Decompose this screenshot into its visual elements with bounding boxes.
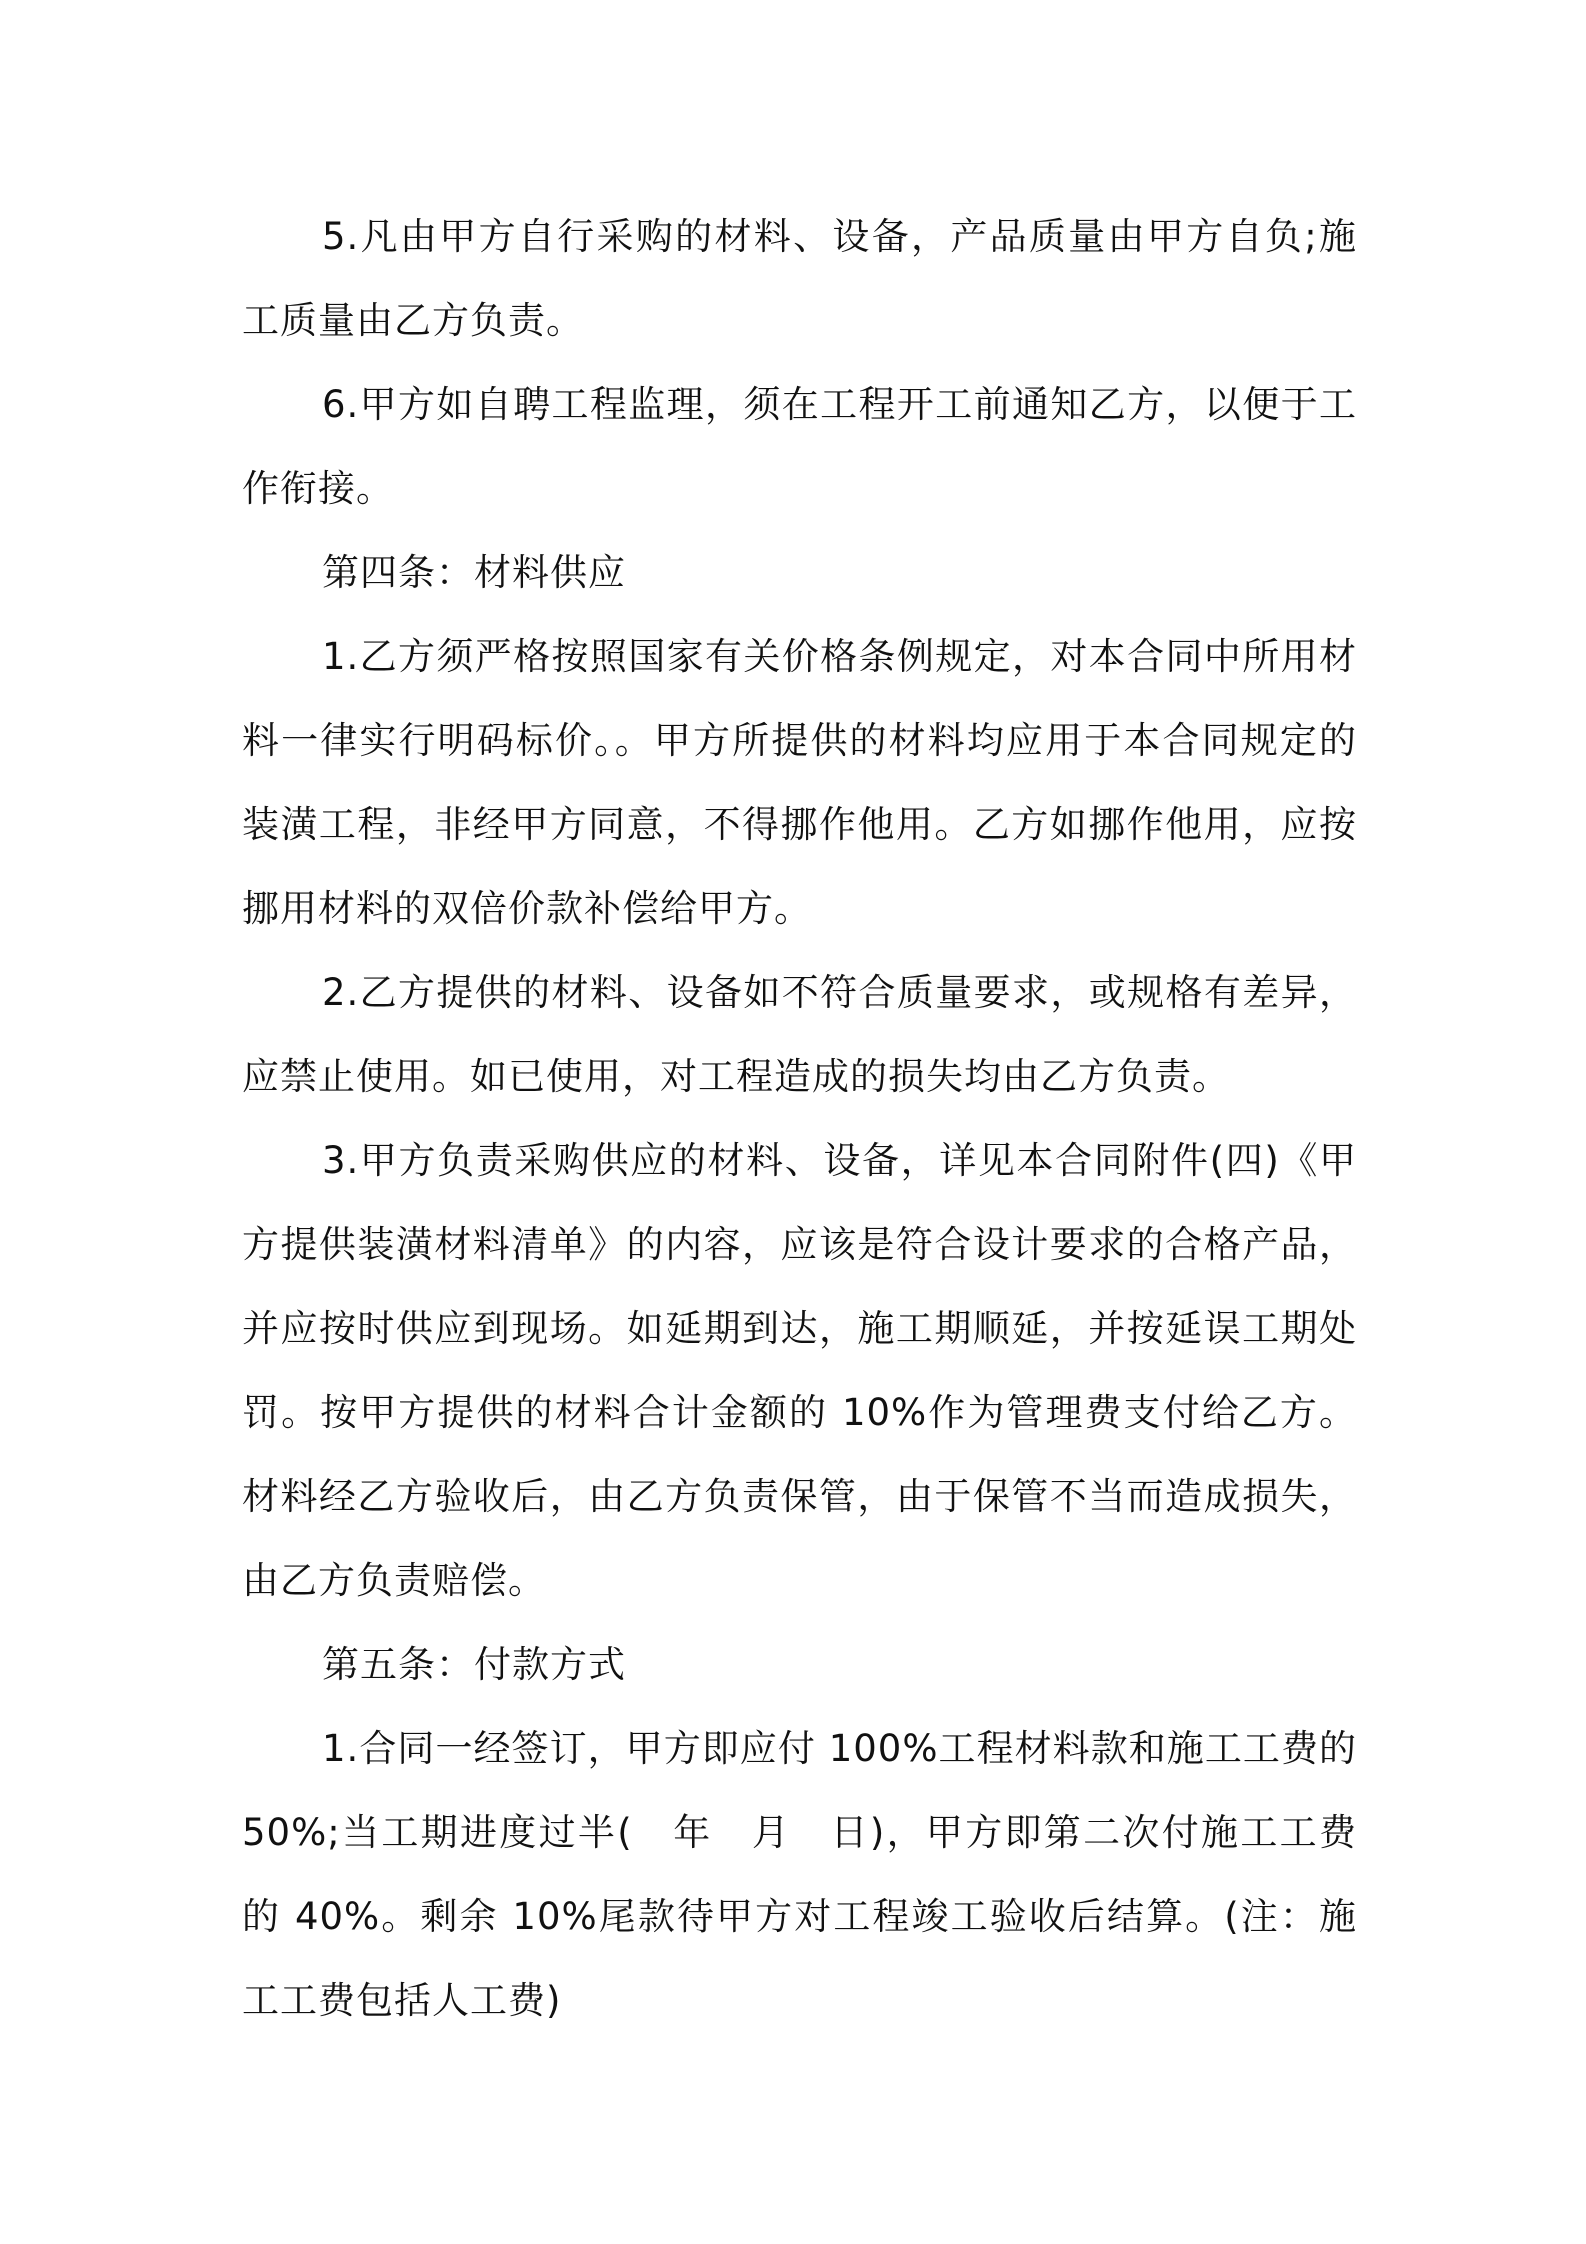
section-heading-article-4: 第四条：材料供应 — [322, 551, 626, 594]
clause-4-item-1: 1.乙方须严格按照国家有关价格条例规定，对本合同中所用材料一律实行明码标价。。甲方所提供的材料均应用于本合同规定的装潢工程，非经甲方同意，不得挪作他用。乙方如挪作他用，应按挪用材料的双倍价款补偿给甲方。 — [242, 635, 1357, 930]
section-heading-article-5: 第五条：付款方式 — [322, 1643, 626, 1686]
clause-4-item-3: 3.甲方负责采购供应的材料、设备，详见本合同附件(四)《甲方提供装潢材料清单》的内容，应该是符合设计要求的合格产品，并应按时供应到现场。如延期到达，施工期顺延，并按延误工期处罚。按甲方提供的材料合计金额的 10%作为管理费支付给乙方。材料经乙方验收后，由乙方负责保管，由于保管不当而造成损失，由乙方负责赔偿。 — [242, 1139, 1357, 1602]
clause-4-item-2: 2.乙方提供的材料、设备如不符合质量要求，或规格有差异，应禁止使用。如已使用，对工程造成的损失均由乙方负责。 — [242, 971, 1357, 1098]
document-body — [242, 195, 1357, 2043]
clause-5-item-1: 1.合同一经签订，甲方即应付 100%工程材料款和施工工费的 50%;当工期进度过半( 年 月 日)，甲方即第二次付施工工费的 40%。剩余 10%尾款待甲方对工程竣工验收后结算。(注：施工工费包括人工费) — [242, 1727, 1357, 2022]
clause-3-item-6: 6.甲方如自聘工程监理，须在工程开工前通知乙方，以便于工作衔接。 — [242, 383, 1357, 510]
clause-3-item-5: 5.凡由甲方自行采购的材料、设备，产品质量由甲方自负;施工质量由乙方负责。 — [242, 215, 1357, 342]
